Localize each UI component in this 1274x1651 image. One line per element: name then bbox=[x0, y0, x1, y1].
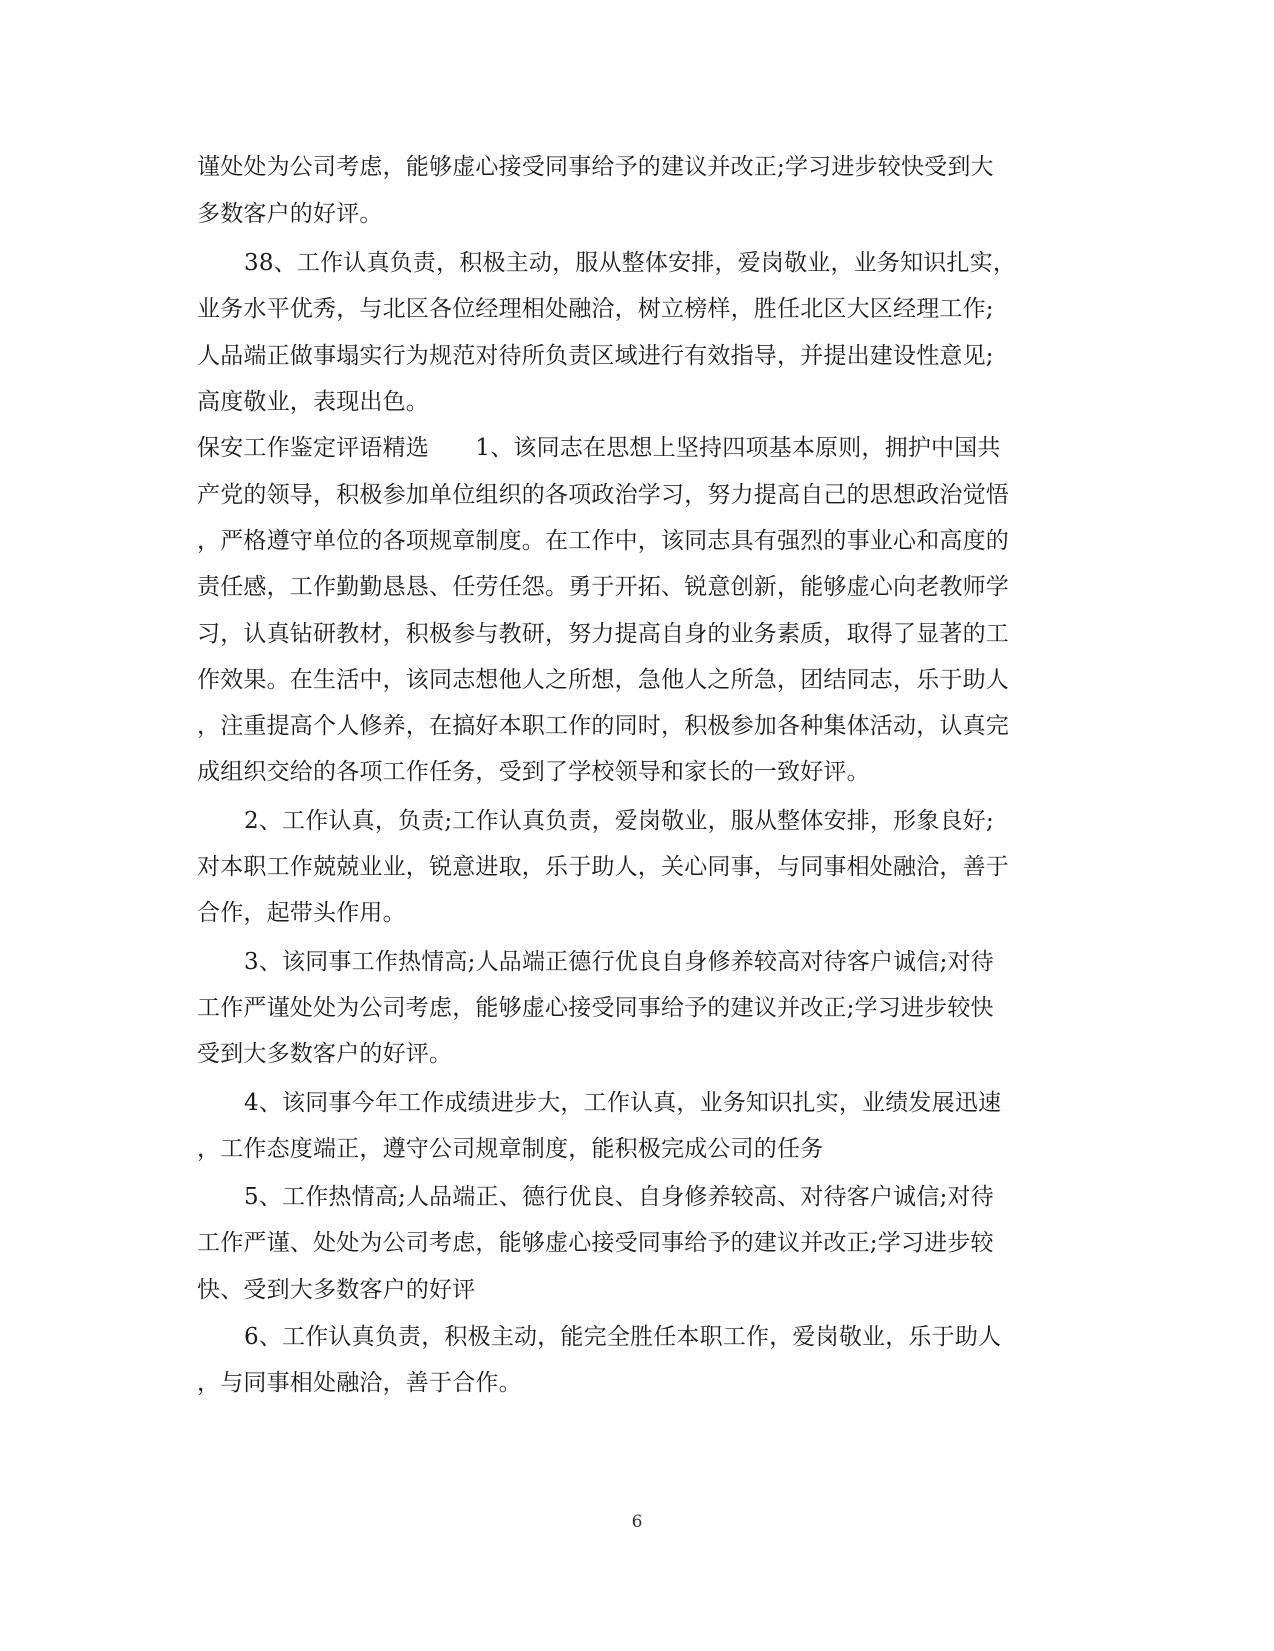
text-line: ，注重提高个人修养，在搞好本职工作的同时，积极参加各种集体活动，认真完 bbox=[197, 713, 1009, 739]
text-line: 人品端正做事塌实行为规范对待所负责区域进行有效指导，并提出建设性意见; bbox=[197, 343, 994, 369]
text-line: 快、受到大多数客户的好评 bbox=[197, 1277, 476, 1303]
text-line: 谨处处为公司考虑，能够虚心接受同事给予的建议并改正;学习进步较快受到大 bbox=[197, 154, 994, 180]
text-line: 责任感，工作勤勤恳恳、任劳任怨。勇于开拓、锐意创新，能够虚心向老教师学 bbox=[197, 574, 1009, 600]
text-line: ，严格遵守单位的各项规章制度。在工作中，该同志具有强烈的事业心和高度的 bbox=[197, 528, 1009, 554]
text-line: 5、工作热情高;人品端正、德行优良、自身修养较高、对待客户诚信;对待 bbox=[244, 1184, 994, 1210]
text-line: 6、工作认真负责，积极主动，能完全胜任本职工作，爱岗敬业，乐于助人 bbox=[244, 1324, 1002, 1350]
text-line: 对本职工作兢兢业业，锐意进取，乐于助人，关心同事，与同事相处融洽，善于 bbox=[197, 854, 1009, 880]
text-line: 习，认真钻研教材，积极参与教研，努力提高自身的业务素质，取得了显著的工 bbox=[197, 621, 1009, 647]
text-line: ，与同事相处融洽，善于合作。 bbox=[197, 1370, 522, 1396]
text-line: 产党的领导，积极参加单位组织的各项政治学习，努力提高自己的思想政治觉悟 bbox=[197, 482, 1009, 508]
text-line: 4、该同事今年工作成绩进步大，工作认真，业务知识扎实，业绩发展迅速 bbox=[244, 1090, 1002, 1116]
text-line: 多数客户的好评。 bbox=[197, 201, 383, 227]
text-line: 高度敬业，表现出色。 bbox=[197, 389, 429, 415]
text-line: 受到大多数客户的好评。 bbox=[197, 1041, 453, 1067]
text-line: 工作严谨处处为公司考虑，能够虚心接受同事给予的建议并改正;学习进步较快 bbox=[197, 995, 994, 1021]
page-number: 6 bbox=[631, 1512, 643, 1532]
section-heading-line: 保安工作鉴定评语精选 1、该同志在思想上坚持四项基本原则，拥护中国共 bbox=[197, 435, 1001, 461]
text-line: 作效果。在生活中，该同志想他人之所想，急他人之所急，团结同志，乐于助人 bbox=[197, 667, 1009, 693]
text-line: 合作，起带头作用。 bbox=[197, 900, 406, 926]
text-line: 3、该同事工作热情高;人品端正德行优良自身修养较高对待客户诚信;对待 bbox=[244, 949, 994, 975]
text-line: 成组织交给的各项工作任务，受到了学校领导和家长的一致好评。 bbox=[197, 759, 870, 785]
text-line: ，工作态度端正，遵守公司规章制度，能积极完成公司的任务 bbox=[197, 1136, 824, 1162]
text-line: 工作严谨、处处为公司考虑，能够虚心接受同事给予的建议并改正;学习进步较 bbox=[197, 1230, 994, 1256]
text-line: 业务水平优秀，与北区各位经理相处融洽，树立榜样，胜任北区大区经理工作; bbox=[197, 296, 994, 322]
text-line: 2、工作认真，负责;工作认真负责，爱岗敬业，服从整体安排，形象良好; bbox=[244, 808, 994, 834]
text-line: 38、工作认真负责，积极主动，服从整体安排，爱岗敬业，业务知识扎实， bbox=[244, 250, 1017, 276]
